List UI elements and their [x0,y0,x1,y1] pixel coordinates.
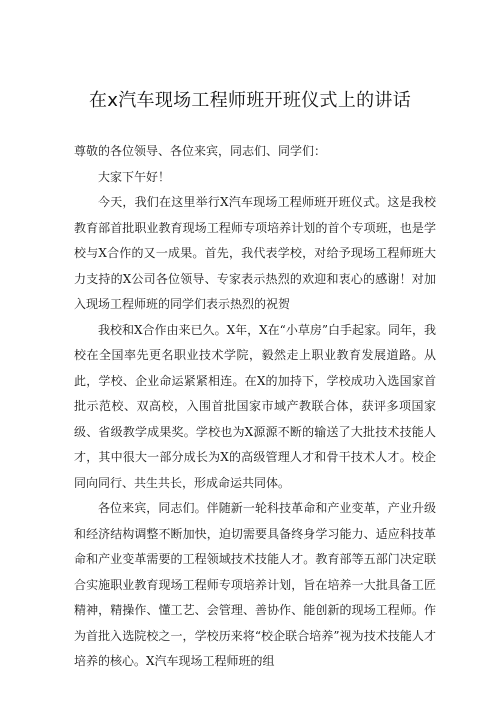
paragraph-cooperation-history: 我校和X合作由来已久。X年，X在“小草房”白手起家。同年，我校在全国率先更名职业技术学院，毅然走上职业教育发展道路。从此，学校、企业命运紧紧相连。在X的加持下，学校成功入选国家首批示范校、双高校，入围首批国家市域产教联合体，获评多项国家级、省级教学成果奖。学校也为X源源不断的输送了大批技术技能人才，其中很大一部分成长为X的高级管理人才和骨干技术人才。校企同向同行、共生共长，形成命运共同体。 [74,322,436,490]
document-title: 在x汽车现场工程师班开班仪式上的讲话 [88,90,412,111]
paragraph-engineer-program: 各位来宾，同志们。伴随新一轮科技革命和产业变革，产业升级和经济结构调整不断加快，迫切需要具备终身学习能力、适应科技革命和产业变革需要的工程领域技术技能人才。教育部等五部门决定联合实施职业教育现场工程师专项培养计划，旨在培养一大批具备工匠精神，精操作、懂工艺、会管理、善协作、能创新的现场工程师。作为首批入选院校之一，学校历来将“校企联合培养”视为技术技能人才培养的核心。X汽车现场工程师班的组 [74,501,436,668]
document-body [74,139,436,675]
paragraph-opening: 今天，我们在这里举行X汽车现场工程师班开班仪式。这是我校教育部首批职业教育现场工程师专项培养计划的首个专项班，也是学校与X合作的又一成果。首先，我代表学校，对给予现场工程师班大力支持的X公司各位领导、专家表示热烈的欢迎和衷心的感谢！对加入现场工程师班的同学们表示热烈的祝贺 [74,195,436,311]
paragraph-greeting: 大家下午好！ [98,169,171,184]
salutation: 尊敬的各位领导、各位来宾，同志们、同学们： [74,144,327,158]
